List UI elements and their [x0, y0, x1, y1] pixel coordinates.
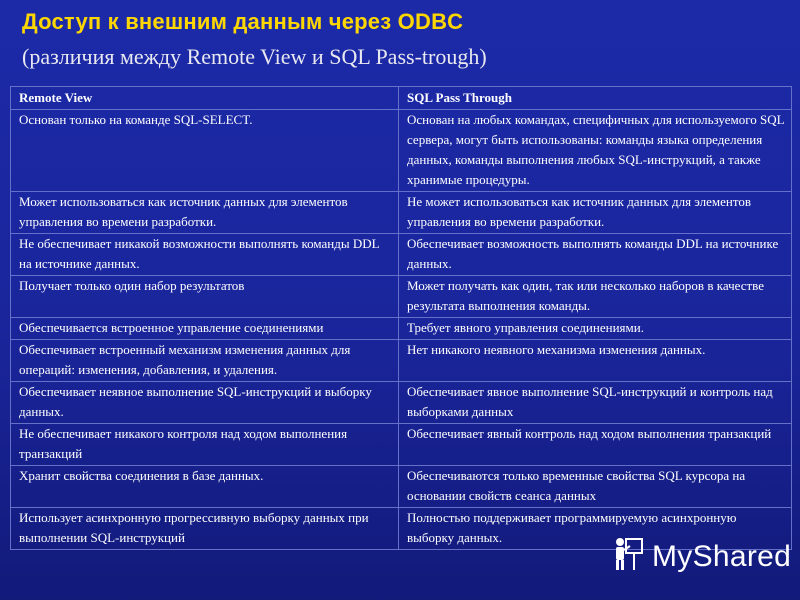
cell-sql-pass-through: Обеспечивает явное выполнение SQL-инструкций и контроль над выборками данных [399, 382, 792, 424]
cell-remote-view: Обеспечивается встроенное управление соединениями [11, 318, 399, 340]
table-header-row [11, 87, 792, 110]
table-row [11, 382, 792, 424]
cell-remote-view: Может использоваться как источник данных для элементов управления во времени разработки. [11, 192, 399, 234]
slide-title: Доступ к внешним данным через ODBC [22, 9, 464, 34]
cell-sql-pass-through: Не может использоваться как источник данных для элементов управления во времени разработки. [399, 192, 792, 234]
slide-subtitle: (различия между Remote View и SQL Pass-trough) [22, 44, 487, 69]
cell-sql-pass-through: Обеспечивает возможность выполнять команды DDL на источнике данных. [399, 234, 792, 276]
cell-remote-view: Обеспечивает неявное выполнение SQL-инструкций и выборку данных. [11, 382, 399, 424]
cell-remote-view: Основан только на команде SQL-SELECT. [11, 110, 399, 192]
cell-remote-view: Не обеспечивает никакого контроля над ходом выполнения транзакций [11, 424, 399, 466]
table-row [11, 110, 792, 192]
cell-sql-pass-through: Обеспечивает явный контроль над ходом выполнения транзакций [399, 424, 792, 466]
table-row [11, 234, 792, 276]
logo-text: MyShared [652, 539, 792, 573]
table-row [11, 424, 792, 466]
cell-remote-view: Обеспечивает встроенный механизм изменения данных для операций: изменения, добавления, и удаления. [11, 340, 399, 382]
comparison-table-container [10, 86, 792, 550]
table-row [11, 466, 792, 508]
cell-sql-pass-through: Требует явного управления соединениями. [399, 318, 792, 340]
table-body [11, 110, 792, 550]
cell-remote-view: Получает только один набор результатов [11, 276, 399, 318]
comparison-table [10, 86, 792, 550]
cell-sql-pass-through: Нет никакого неявного механизма изменения данных. [399, 340, 792, 382]
header-sql-pass-through: SQL Pass Through [399, 87, 792, 110]
myshared-logo [610, 536, 791, 577]
table-row [11, 276, 792, 318]
cell-sql-pass-through: Полностью поддерживает программируемую асинхронную выборку данных. [399, 508, 792, 550]
table-row [11, 318, 792, 340]
cell-remote-view: Хранит свойства соединения в базе данных. [11, 466, 399, 508]
header-remote-view: Remote View [11, 87, 399, 110]
cell-remote-view: Использует асинхронную прогрессивную выборку данных при выполнении SQL-инструкций [11, 508, 399, 550]
presentation-board-icon [610, 536, 644, 577]
cell-sql-pass-through: Основан на любых командах, специфичных для используемого SQL сервера, могут быть использованы: команды языка определения данных, команды выполнения любых SQL-инструкций, а также хранимые процедуры. [399, 110, 792, 192]
cell-sql-pass-through: Обеспечиваются только временные свойства SQL курсора на основании свойств сеанса данных [399, 466, 792, 508]
cell-remote-view: Не обеспечивает никакой возможности выполнять команды DDL на источнике данных. [11, 234, 399, 276]
table-row [11, 340, 792, 382]
table-row [11, 192, 792, 234]
cell-sql-pass-through: Может получать как один, так или несколько наборов в качестве результата выполнения команды. [399, 276, 792, 318]
